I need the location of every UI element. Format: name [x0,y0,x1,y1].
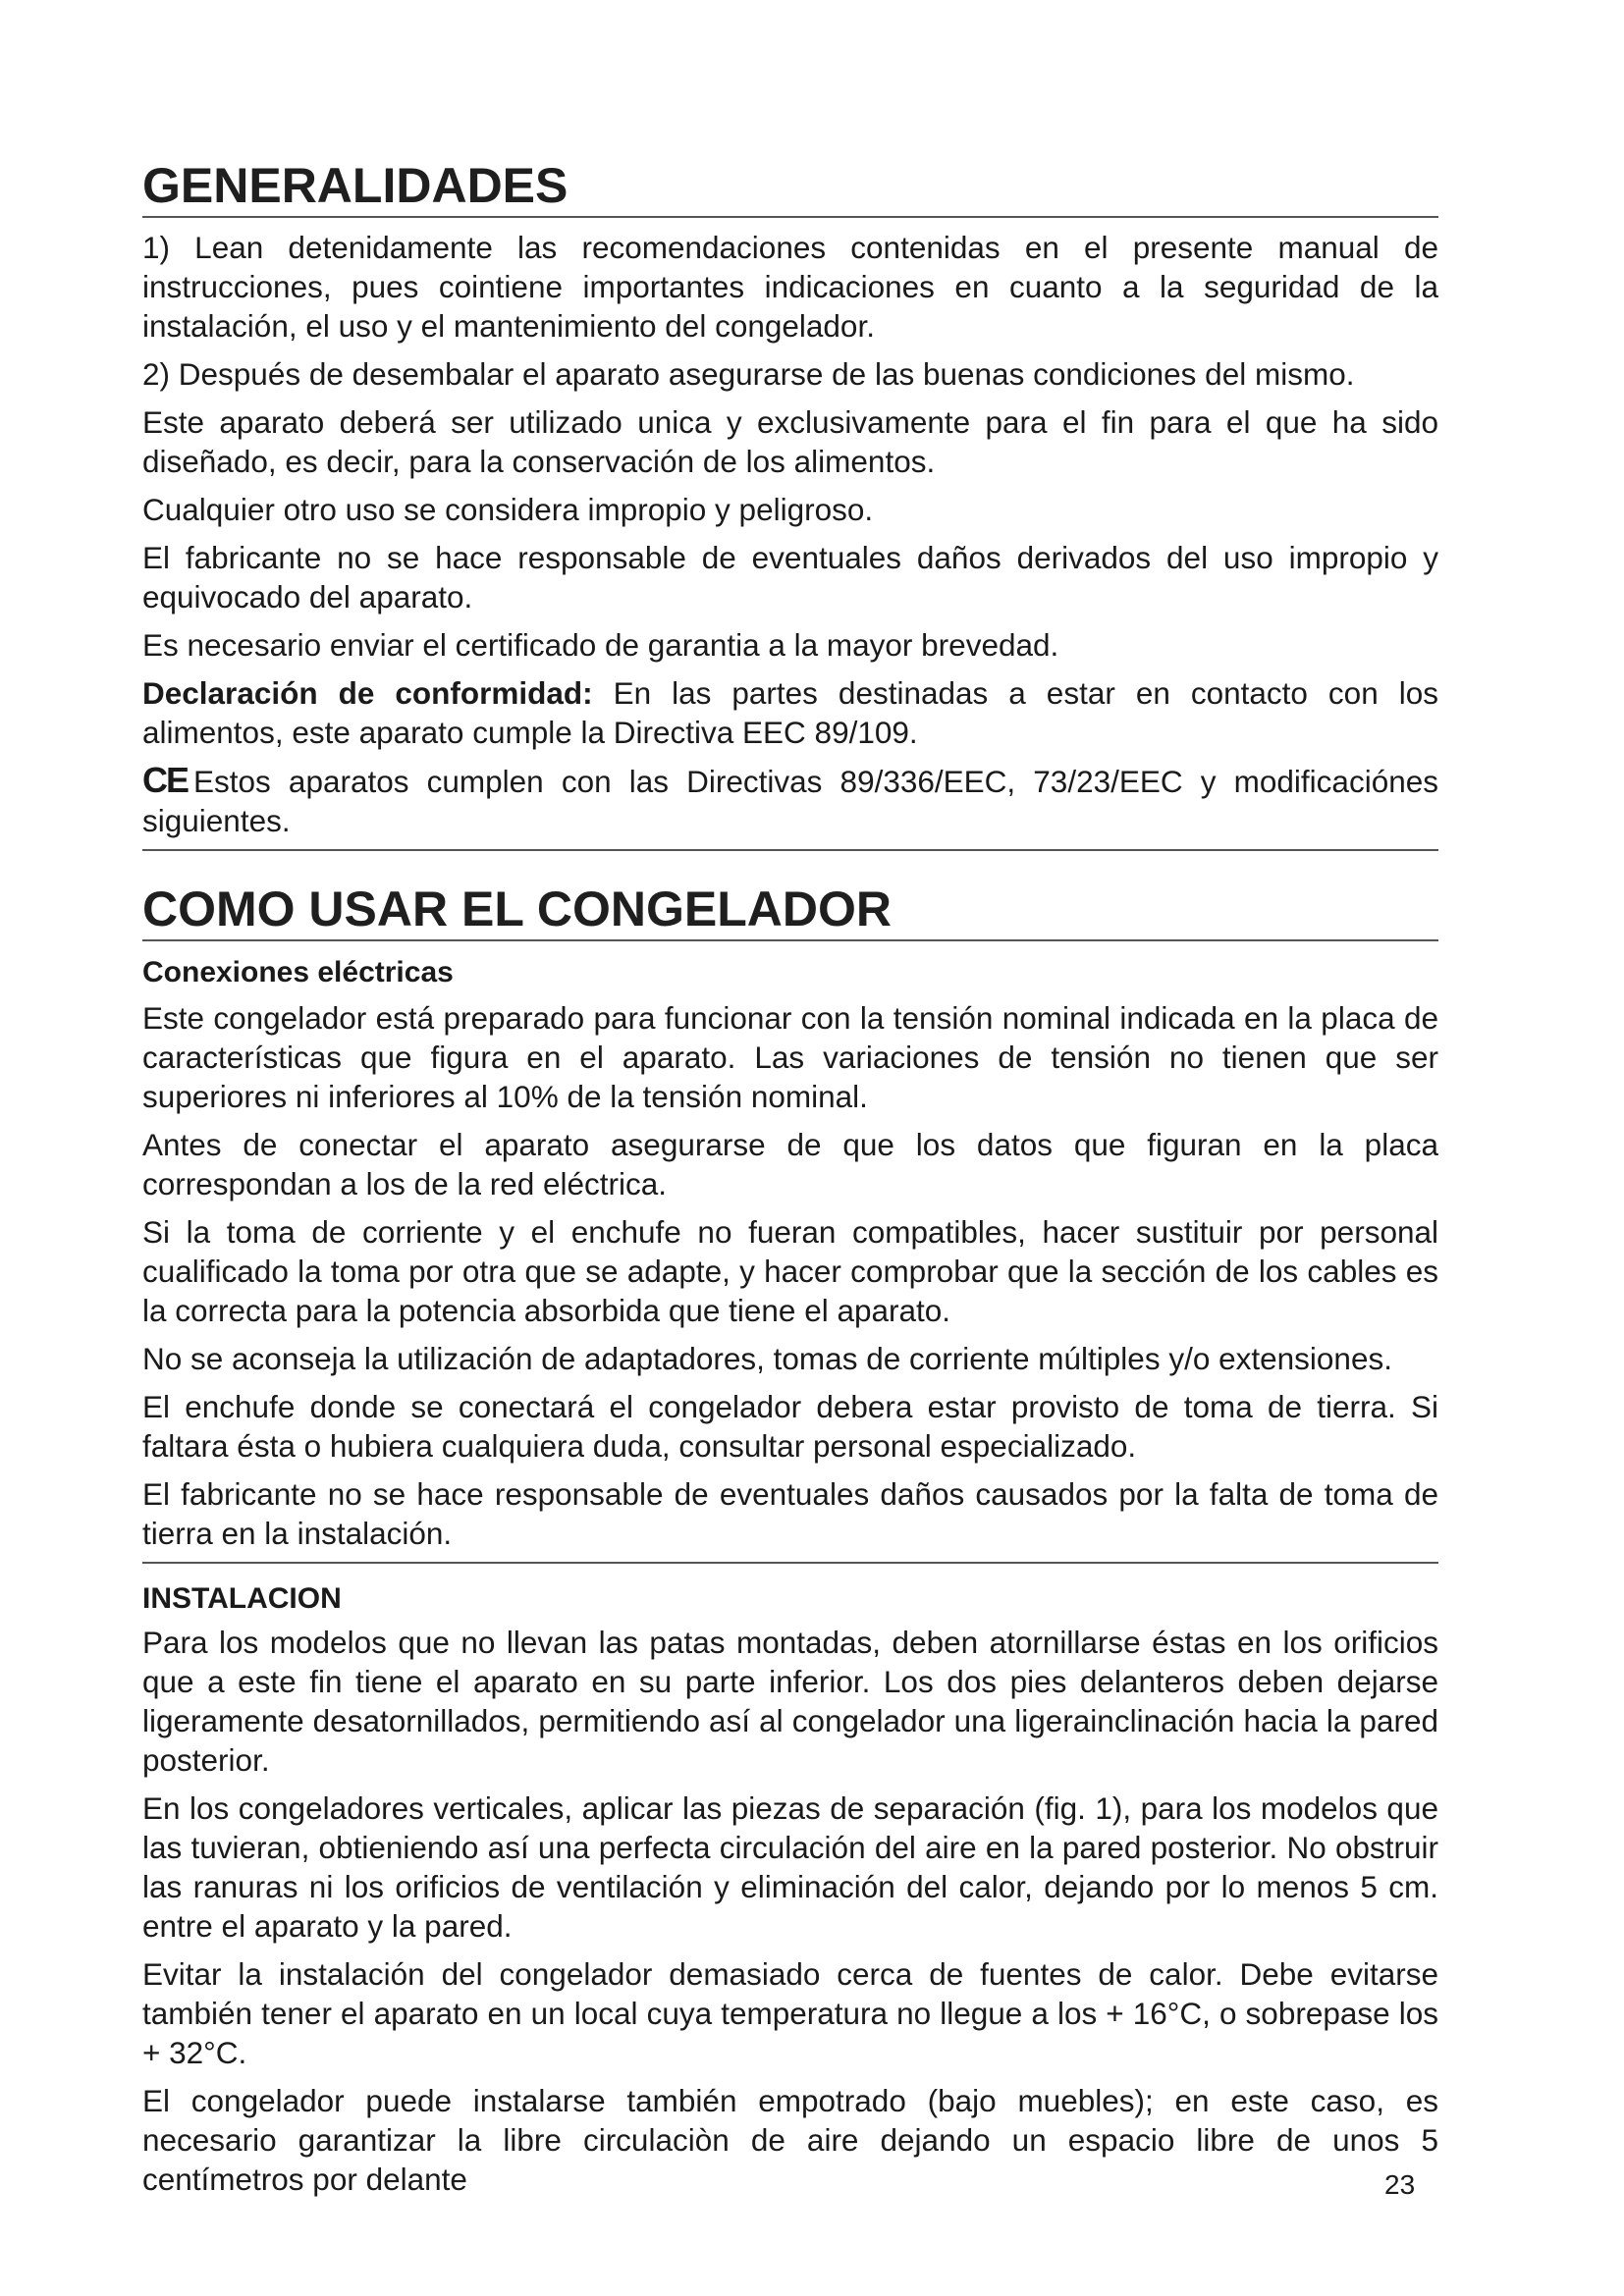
ce-text: Estos aparatos cumplen con las Directivas 89/336/EEC, 73/23/EEC y modificaciónes siguientes. [142,764,1438,838]
page-number: 23 [1384,2169,1416,2200]
paragraph: Si la toma de corriente y el enchufe no fueran compatibles, hacer sustituir por personal cualificado la toma por otra que se adapte, y hacer comprobar que la sección de los cables es la correcta para la potencia absorbida que tiene el aparato. [142,1214,1438,1328]
paragraph: El enchufe donde se conectará el congelador debera estar provisto de toma de tierra. Si faltara ésta o hubiera cualquiera duda, consultar personal especializado. [142,1389,1438,1464]
paragraph: Evitar la instalación del congelador demasiado cerca de fuentes de calor. Debe evitarse también tener el aparato en un local cuya temperatura no llegue a los + 16°C, o sobrepase los + 32°C. [142,1956,1438,2070]
paragraph: El fabricante no se hace responsable de eventuales daños derivados del uso impropio y equivocado del aparato. [142,540,1438,614]
generalidades-body [142,228,1438,840]
section-title-como-usar: COMO USAR EL CONGELADOR [142,881,1438,941]
subheading-conexiones: Conexiones eléctricas [142,956,454,988]
paragraph: El fabricante no se hace responsable de eventuales daños causados por la falta de toma de tierra en la instalación. [142,1476,1438,1551]
declaracion-label: Declaración de conformidad: [142,675,593,711]
document-page [142,157,1438,2208]
paragraph-declaracion [142,673,1438,752]
divider [142,849,1438,851]
paragraph: Antes de conectar el aparato asegurarse de que los datos que figuran en la placa correspondan a los de la red eléctrica. [142,1127,1438,1201]
ce-mark-icon: CE [142,760,189,800]
paragraph: Cualquier otro uso se considera impropio y peligroso. [142,492,874,527]
paragraph: 2) Después de desembalar el aparato asegurarse de las buenas condiciones del mismo. [142,356,1355,392]
divider [142,1562,1438,1564]
paragraph: En los congeladores verticales, aplicar las piezas de separación (fig. 1), para los modelos que las tuvieran, obtieniendo así una perfecta circulación del aire en la pared posterior. No obstruir las ranuras ni los orificios de ventilación y eliminación del calor, dejando por lo menos 5 cm. entre el aparato y la pared. [142,1790,1438,1944]
paragraph: El congelador puede instalarse también empotrado (bajo muebles); en este caso, es necesario garantizar la libre circulaciòn de aire dejando un espacio libre de unos 5 centímetros por delante [142,2083,1438,2197]
declaracion-text: En las partes destinadas a estar en contacto con los alimentos, este aparato cumple la Directiva EEC 89/109. [142,675,1438,750]
paragraph: Este congelador está preparado para funcionar con la tensión nominal indicada en la placa de características que figura en el aparato. Las variaciones de tensión no tienen que ser superiores ni inferiores al 10% de la tensión nominal. [142,1000,1438,1114]
paragraph: No se aconseja la utilización de adaptadores, tomas de corriente múltiples y/o extensiones. [142,1341,1392,1376]
subheading-instalacion: INSTALACION [142,1582,342,1615]
paragraph: Este aparato deberá ser utilizado unica y exclusivamente para el fin para el que ha sido diseñado, es decir, para la conservación de los alimentos. [142,404,1438,479]
paragraph: Es necesario enviar el certificado de garantia a la mayor brevedad. [142,627,1059,663]
section-title-generalidades: GENERALIDADES [142,157,1438,218]
paragraph: Para los modelos que no llevan las patas montadas, deben atornillarse éstas en los orificios que a este fin tiene el aparato en su parte inferior. Los dos pies delanteros deben dejarse ligeramente desatornillados, permitiendo así al congelador una ligerainclinación hacia la pared posterior. [142,1625,1438,1778]
paragraph-ce [142,761,1438,840]
paragraph: 1) Lean detenidamente las recomendaciones contenidas en el presente manual de instrucciones, pues cointiene importantes indicaciones en cuanto a la seguridad de la instalación, el uso y el mantenimiento del congelador. [142,230,1438,344]
